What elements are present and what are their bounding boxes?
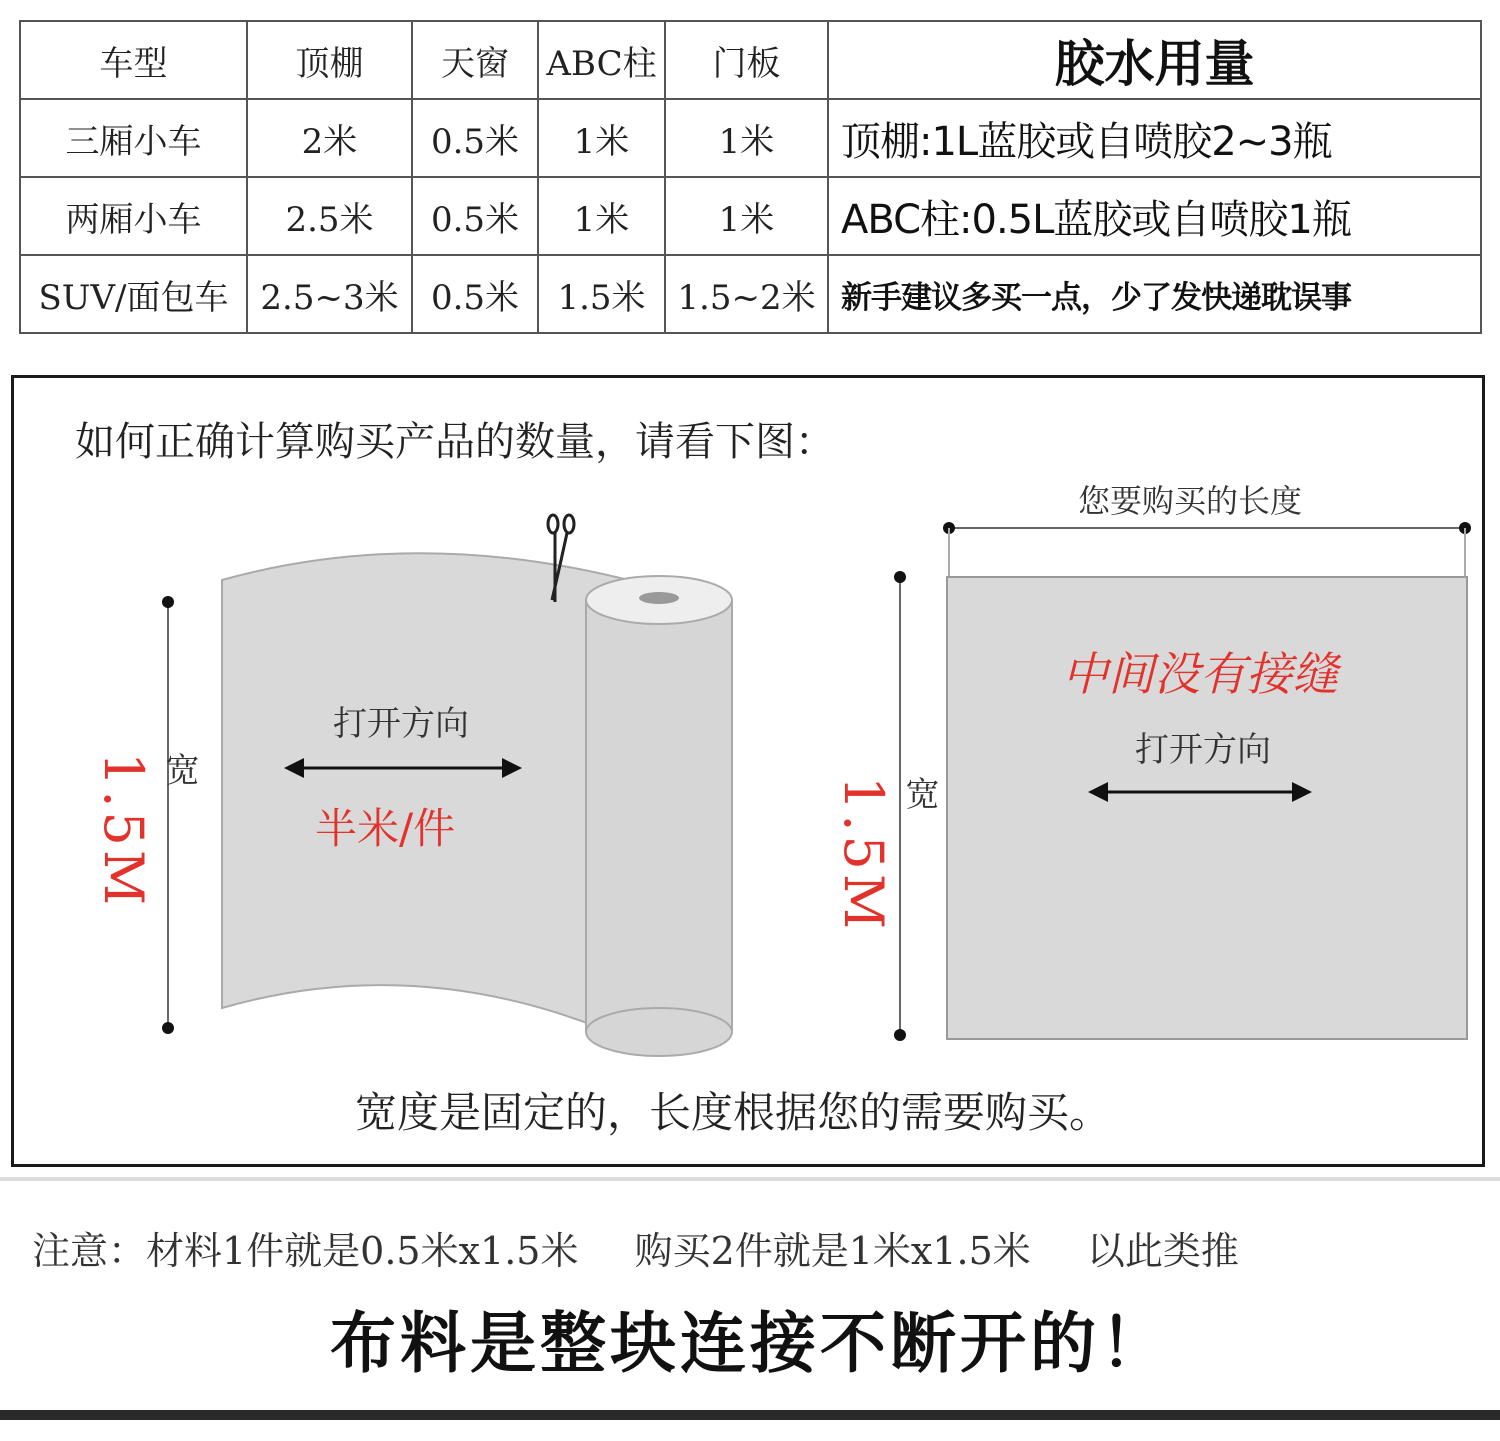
cell-door: 1.5~2米 — [665, 255, 828, 333]
cell-sunroof: 0.5米 — [412, 99, 538, 177]
cell-roof: 2.5米 — [247, 177, 412, 255]
width-value: 1.5M — [92, 752, 155, 910]
width-word: 宽 — [899, 776, 939, 810]
fixed-width-note: 宽度是固定的，长度根据您的需要购买。 — [355, 1088, 1112, 1137]
open-direction-label-left: 打开方向 — [333, 704, 469, 744]
diagram-intro: 如何正确计算购买产品的数量，请看下图： — [75, 419, 835, 465]
cell-glue: ABC柱:0.5L蓝胶或自喷胶1瓶 — [828, 177, 1481, 255]
cell-pillar: 1.5米 — [538, 255, 665, 333]
continuous-fabric-note: 布料是整块连接不断开的！ — [330, 1305, 1170, 1382]
header-roof: 顶棚 — [247, 21, 412, 99]
header-model: 车型 — [20, 21, 247, 99]
left-width-label — [92, 752, 204, 909]
header-glue: 胶水用量 — [828, 21, 1481, 99]
width-word: 宽 — [159, 752, 199, 786]
purchase-length-label: 您要购买的长度 — [1078, 482, 1303, 520]
bottom-bar — [0, 1410, 1500, 1420]
cell-model: 两厢小车 — [20, 177, 247, 255]
cell-glue: 顶棚:1L蓝胶或自喷胶2~3瓶 — [828, 99, 1481, 177]
divider — [0, 1177, 1500, 1181]
cell-glue: 新手建议多买一点，少了发快递耽误事 — [828, 255, 1481, 333]
cell-sunroof: 0.5米 — [412, 255, 538, 333]
width-value: 1.5M — [832, 776, 895, 934]
header-pillar: ABC柱 — [538, 21, 665, 99]
open-direction-label-right: 打开方向 — [1135, 730, 1271, 770]
right-width-label — [832, 776, 944, 933]
header-door: 门板 — [665, 21, 828, 99]
length-dimension — [943, 522, 1471, 576]
cell-pillar: 1米 — [538, 177, 665, 255]
cell-model: SUV/面包车 — [20, 255, 247, 333]
no-seam-label: 中间没有接缝 — [1062, 647, 1338, 701]
cell-roof: 2米 — [247, 99, 412, 177]
cell-roof: 2.5~3米 — [247, 255, 412, 333]
header-sunroof: 天窗 — [412, 21, 538, 99]
note-part-3: 以此类推 — [1086, 1229, 1239, 1273]
fabric-roll — [586, 576, 732, 1056]
cell-model: 三厢小车 — [20, 99, 247, 177]
purchase-note — [32, 1220, 1482, 1275]
note-part-1: 注意：材料1件就是0.5米x1.5米 — [32, 1229, 579, 1273]
note-part-2: 购买2件就是1米x1.5米 — [634, 1229, 1031, 1273]
cell-pillar: 1米 — [538, 99, 665, 177]
cell-door: 1米 — [665, 177, 828, 255]
cell-sunroof: 0.5米 — [412, 177, 538, 255]
cell-door: 1米 — [665, 99, 828, 177]
per-piece-label: 半米/件 — [315, 804, 456, 853]
